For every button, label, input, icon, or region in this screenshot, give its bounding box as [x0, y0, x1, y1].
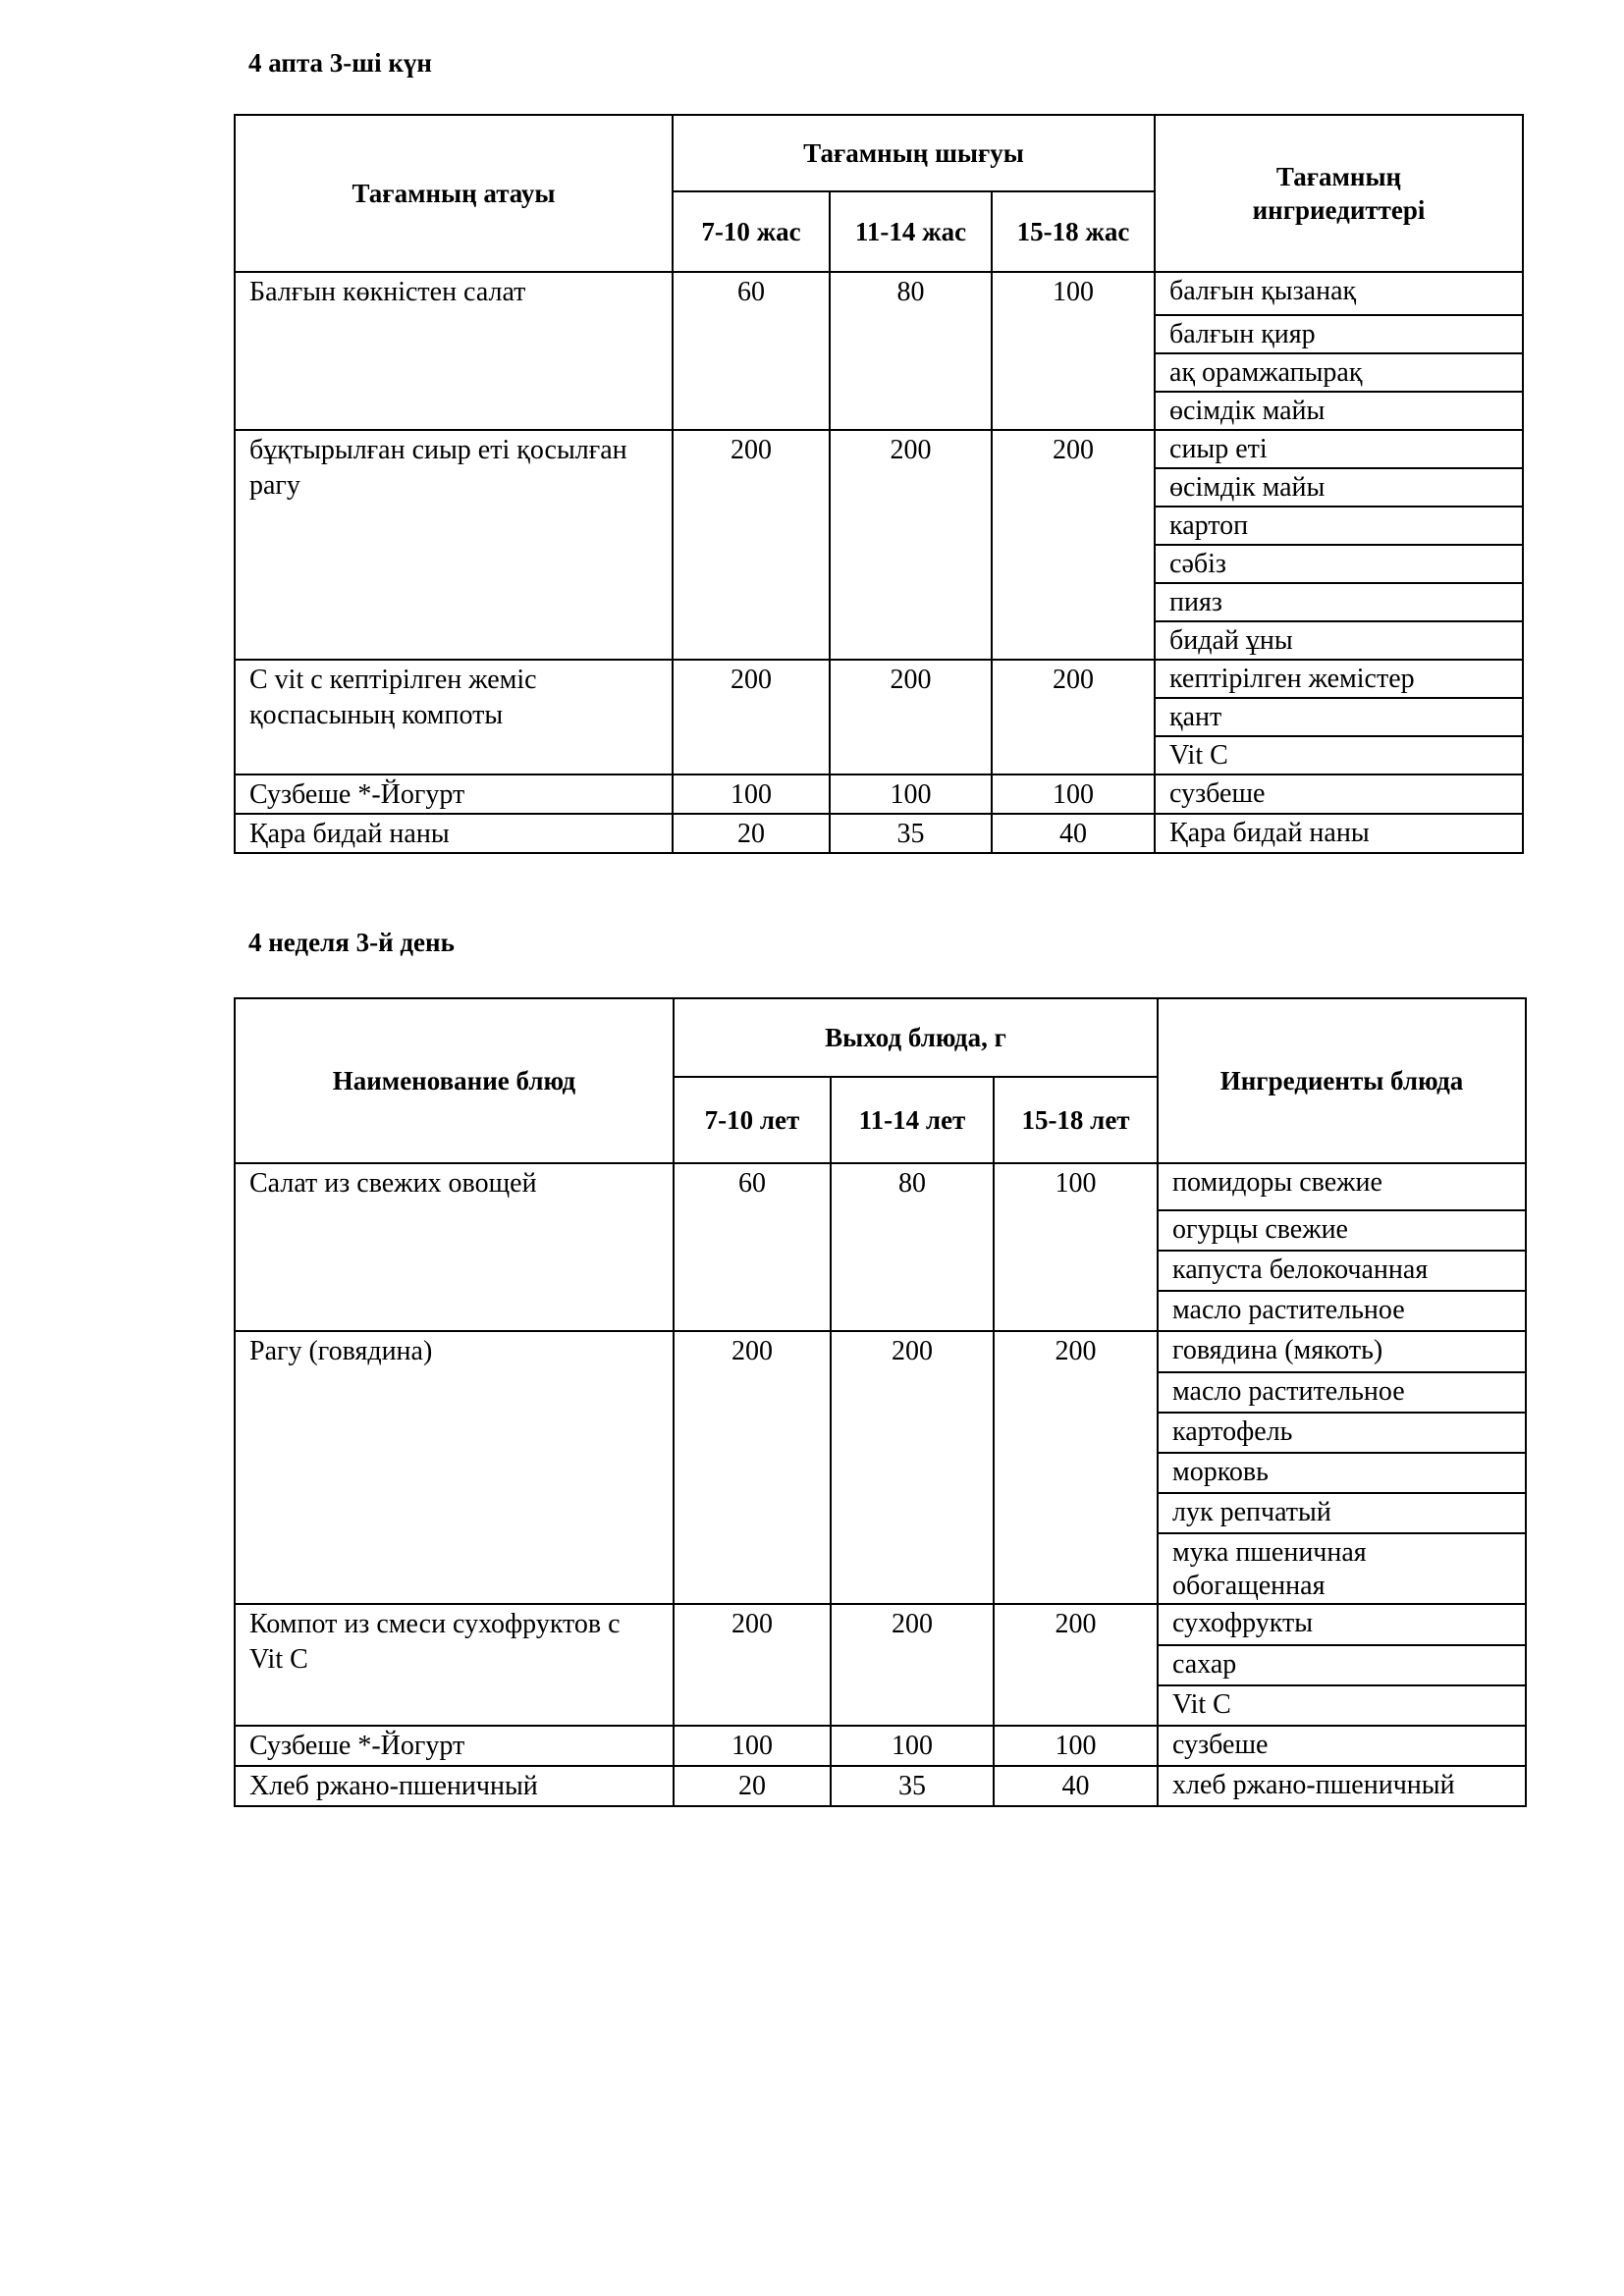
ingredient: сузбеше [1158, 1726, 1526, 1766]
table-row [235, 1163, 1526, 1210]
output-value: 200 [673, 430, 830, 660]
output-value: 35 [830, 814, 992, 853]
menu-table-ru [234, 997, 1527, 1807]
output-value: 100 [674, 1726, 831, 1766]
output-value: 60 [674, 1163, 831, 1331]
output-value: 20 [673, 814, 830, 853]
ingredient: картоп [1155, 507, 1523, 545]
output-value: 40 [994, 1766, 1158, 1806]
table-row [235, 430, 1523, 468]
ingredient: масло растительное [1158, 1291, 1526, 1331]
output-value: 100 [992, 774, 1155, 814]
table-row [235, 1766, 1526, 1806]
header-output: Выход блюда, г [674, 998, 1158, 1077]
dish-name: Компот из смеси сухофруктов с Vit C [235, 1604, 674, 1726]
ingredient: мука пшеничная обогащенная [1158, 1533, 1526, 1604]
ingredient: капуста белокочанная [1158, 1251, 1526, 1291]
output-value: 100 [994, 1726, 1158, 1766]
section-title-ru: 4 неделя 3-й день [248, 928, 455, 957]
ingredient: говядина (мякоть) [1158, 1331, 1526, 1372]
table-row [235, 660, 1523, 698]
table-row [235, 814, 1523, 853]
ingredient: Vit C [1158, 1685, 1526, 1726]
output-value: 200 [992, 660, 1155, 774]
output-value: 200 [994, 1604, 1158, 1726]
header-ingredients: Тағамның ингриедиттері [1155, 115, 1523, 272]
ingredient: картофель [1158, 1413, 1526, 1453]
output-value: 200 [831, 1331, 994, 1604]
output-value: 60 [673, 272, 830, 430]
output-value: 200 [673, 660, 830, 774]
output-value: 20 [674, 1766, 831, 1806]
dish-name: C vit с кептірілген жеміс қоспасының компоты [235, 660, 673, 774]
ingredient: помидоры свежие [1158, 1163, 1526, 1210]
table-row [235, 272, 1523, 315]
output-value: 200 [830, 660, 992, 774]
ingredient: қант [1155, 698, 1523, 736]
dish-name: Салат из свежих овощей [235, 1163, 674, 1331]
output-value: 80 [831, 1163, 994, 1331]
output-value: 100 [831, 1726, 994, 1766]
ingredient: лук репчатый [1158, 1493, 1526, 1533]
ingredient: сахар [1158, 1645, 1526, 1685]
ingredient: сузбеше [1155, 774, 1523, 814]
dish-name: Сузбеше *-Йогурт [235, 774, 673, 814]
ingredient: морковь [1158, 1453, 1526, 1493]
output-value: 200 [674, 1331, 831, 1604]
ingredient: масло растительное [1158, 1372, 1526, 1413]
header-age: 7-10 лет [674, 1077, 831, 1163]
ingredient: Қара бидай наны [1155, 814, 1523, 853]
table-row [235, 1604, 1526, 1645]
ingredient: Vit C [1155, 736, 1523, 774]
ingredient: балғын қызанақ [1155, 272, 1523, 315]
header-age: 7-10 жас [673, 191, 830, 272]
output-value: 200 [994, 1331, 1158, 1604]
ingredient: сиыр еті [1155, 430, 1523, 468]
ingredient: хлеб ржано-пшеничный [1158, 1766, 1526, 1806]
output-value: 200 [674, 1604, 831, 1726]
ingredient: балғын қияр [1155, 315, 1523, 353]
dish-name: Балғын көкністен салат [235, 272, 673, 430]
header-dish-name: Наименование блюд [235, 998, 674, 1163]
output-value: 200 [830, 430, 992, 660]
dish-name: Сузбеше *-Йогурт [235, 1726, 674, 1766]
header-age: 11-14 лет [831, 1077, 994, 1163]
output-value: 40 [992, 814, 1155, 853]
dish-name: Хлеб ржано-пшеничный [235, 1766, 674, 1806]
header-dish-name: Тағамның атауы [235, 115, 673, 272]
header-age: 11-14 жас [830, 191, 992, 272]
ingredient: өсімдік майы [1155, 468, 1523, 507]
output-value: 200 [831, 1604, 994, 1726]
output-value: 100 [994, 1163, 1158, 1331]
dish-name: Рагу (говядина) [235, 1331, 674, 1604]
output-value: 100 [830, 774, 992, 814]
output-value: 35 [831, 1766, 994, 1806]
header-age: 15-18 жас [992, 191, 1155, 272]
table-row [235, 1331, 1526, 1372]
output-value: 80 [830, 272, 992, 430]
ingredient: өсімдік майы [1155, 392, 1523, 430]
ingredient: огурцы свежие [1158, 1210, 1526, 1251]
table-row [235, 1726, 1526, 1766]
ingredient: пияз [1155, 583, 1523, 621]
table-row [235, 774, 1523, 814]
output-value: 200 [992, 430, 1155, 660]
output-value: 100 [992, 272, 1155, 430]
ingredient: сәбіз [1155, 545, 1523, 583]
menu-table-kz [234, 114, 1524, 854]
output-value: 100 [673, 774, 830, 814]
header-output: Тағамның шығуы [673, 115, 1155, 191]
ingredient: сухофрукты [1158, 1604, 1526, 1645]
dish-name: бұқтырылған сиыр еті қосылған рагу [235, 430, 673, 660]
ingredient: ақ орамжапырақ [1155, 353, 1523, 392]
section-title-kz: 4 апта 3-ші күн [248, 48, 432, 78]
dish-name: Қара бидай наны [235, 814, 673, 853]
header-age: 15-18 лет [994, 1077, 1158, 1163]
ingredient: кептірілген жемістер [1155, 660, 1523, 698]
ingredient: бидай ұны [1155, 621, 1523, 660]
header-ingredients: Ингредиенты блюда [1158, 998, 1526, 1163]
